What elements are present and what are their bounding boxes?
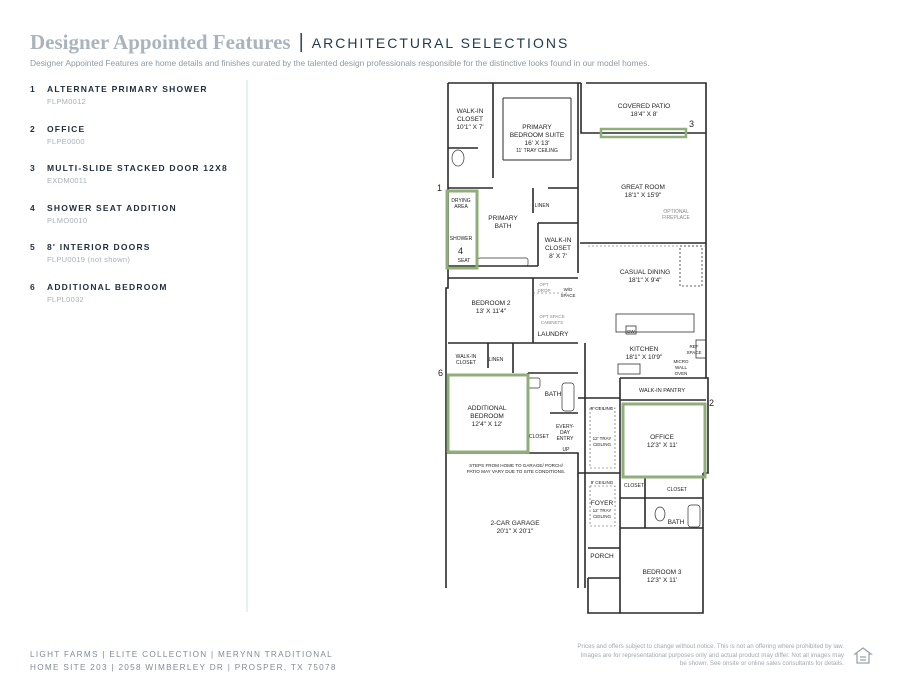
room-label: 12'3" X 11' xyxy=(646,442,678,449)
feature-markers xyxy=(437,119,714,408)
feature-title: SHOWER SEAT ADDITION xyxy=(47,202,177,213)
room-label: PRIMARY xyxy=(522,124,552,131)
feature-number: 3 xyxy=(30,163,36,173)
room-label: DRYING xyxy=(451,198,471,204)
room-label: SPACE xyxy=(560,293,576,298)
room-label: OVEN xyxy=(674,371,688,376)
room-label: DW xyxy=(627,329,635,334)
room-label: CLOSET xyxy=(456,116,484,123)
room-label: UP xyxy=(562,447,570,453)
marker-3: 3 xyxy=(689,119,695,129)
room-label: CLOSET xyxy=(528,434,550,440)
room-label: KITCHEN xyxy=(629,346,659,353)
room-label: 12' TRAY xyxy=(592,508,612,513)
room-label: 12'3" X 11' xyxy=(646,577,678,584)
room-label: ENTRY xyxy=(556,436,574,442)
room-label: WALK-IN PANTRY xyxy=(638,388,686,394)
room-label: REF xyxy=(689,344,699,349)
feature-number: 4 xyxy=(30,202,36,213)
floor-plan-walls xyxy=(446,83,708,613)
room-label: DAY xyxy=(560,430,570,436)
title-separator: | xyxy=(298,31,304,53)
room-label: WALK-IN xyxy=(544,237,572,244)
room-label: BEDROOM xyxy=(470,413,504,420)
room-label: PRIMARY xyxy=(488,215,518,222)
room-label: CLOSET xyxy=(544,245,572,252)
room-label: 2-CAR GARAGE xyxy=(490,520,540,527)
marker-1: 1 xyxy=(437,183,443,193)
feature-item xyxy=(30,242,230,282)
feature-code: FLPM0012 xyxy=(47,97,87,106)
floor-plan-drawing xyxy=(438,78,718,618)
feature-item xyxy=(30,282,230,322)
header xyxy=(30,30,880,68)
room-label: FOYER xyxy=(590,500,614,507)
room-label: 18'4" X 8' xyxy=(630,111,658,118)
room-label: CEILING xyxy=(592,514,612,519)
room-label: PORCH xyxy=(590,553,614,560)
feature-number: 1 xyxy=(30,84,36,94)
feature-title: MULTI-SLIDE STACKED DOOR 12X8 xyxy=(47,163,228,173)
room-label: BATH xyxy=(667,519,685,526)
feature-code: EXDM0011 xyxy=(47,176,88,185)
feature-item xyxy=(30,163,230,203)
room-label: OPT SPACE xyxy=(539,314,565,319)
feature-code: FLPE0000 xyxy=(47,136,85,146)
room-label: STEPS FROM HOME TO GARAGE/ PORCH/ xyxy=(469,463,563,468)
room-label: CABINETS xyxy=(540,320,564,325)
room-label: SEAT xyxy=(457,258,471,264)
marker-6: 6 xyxy=(438,368,444,378)
room-label: 18'1" X 10'9" xyxy=(625,354,663,361)
room-label: 8' X 7' xyxy=(549,253,567,260)
feature-title: 8' INTERIOR DOORS xyxy=(47,242,151,252)
feature-code: FLPU0019 (not shown) xyxy=(47,255,131,264)
equal-housing-icon xyxy=(854,647,872,665)
room-label: DROP xyxy=(537,288,551,293)
room-label: BEDROOM 3 xyxy=(642,569,682,576)
room-label: LAUNDRY xyxy=(537,331,569,338)
feature-list xyxy=(30,84,230,321)
room-label: PATIO MAY VARY DUE TO SITE CONDITIONS. xyxy=(466,469,566,474)
room-label: LINEN xyxy=(534,203,550,209)
feature-item xyxy=(30,124,230,164)
footer-disclaimer: Prices and offers subject to change without notice. This is not an offering where prohibited by law. Images are for representational purposes only and actual product may differ. Not all images may be shown. See onsite or online sales consultants for details. xyxy=(577,643,844,667)
room-label: ADDITIONAL xyxy=(467,405,507,412)
feature-number: 6 xyxy=(30,281,36,292)
room-label: 13' X 11'4" xyxy=(475,308,507,315)
room-label: WALL xyxy=(674,365,688,370)
room-label: EVERY- xyxy=(555,424,575,430)
room-label: CLOSET xyxy=(623,483,645,489)
footer-line-address: HOME SITE 203 | 2058 WIMBERLEY DR | PROSPER, TX 75078 xyxy=(30,663,337,672)
title-row xyxy=(30,30,880,55)
room-label: SHOWER xyxy=(449,236,473,242)
room-label: WALK-IN xyxy=(455,354,477,360)
room-label: 10'1" X 7' xyxy=(456,124,484,131)
room-label: MICRO xyxy=(673,359,689,364)
room-label: 9' CEILING xyxy=(590,406,614,411)
room-label: 12'4" X 12' xyxy=(471,421,503,428)
room-label: SPACE xyxy=(686,350,702,355)
room-label: BATH xyxy=(544,391,562,398)
room-label: FIREPLACE xyxy=(662,215,690,221)
room-label: 9' CEILING xyxy=(590,480,614,485)
room-label: LINEN xyxy=(488,357,504,363)
feature-number: 2 xyxy=(30,123,36,134)
feature-code: PLMO0010 xyxy=(47,215,88,225)
room-label: OFFICE xyxy=(650,434,674,441)
room-label: BEDROOM 2 xyxy=(471,300,511,307)
room-label: CASUAL DINING xyxy=(619,269,671,276)
room-label: 18'1" X 9'4" xyxy=(628,277,662,284)
vertical-divider xyxy=(246,80,248,612)
room-label: W/D xyxy=(563,287,573,292)
room-label: 11' TRAY CEILING xyxy=(516,148,558,154)
room-label: 16' X 13' xyxy=(524,140,550,147)
feature-title: ADDITIONAL BEDROOM xyxy=(47,281,168,292)
page-description: Designer Appointed Features are home details and finishes curated by the talented design professionals responsible for the distinctive looks found in our model homes. xyxy=(30,58,650,68)
room-label: 12' TRAY xyxy=(592,436,612,441)
feature-item xyxy=(30,84,230,124)
footer-address xyxy=(30,648,337,674)
room-label: CLOSET xyxy=(666,487,688,493)
feature-title: ALTERNATE PRIMARY SHOWER xyxy=(47,84,208,94)
page-title: Designer Appointed Features xyxy=(30,30,291,54)
room-label: BEDROOM SUITE xyxy=(509,132,565,139)
room-label: AREA xyxy=(454,204,468,210)
room-label: BATH xyxy=(494,223,512,230)
room-label: GREAT ROOM xyxy=(621,184,665,191)
feature-number: 5 xyxy=(30,242,36,252)
room-label: CLOSET xyxy=(455,360,477,366)
feature-item xyxy=(30,203,230,243)
room-label: OPT xyxy=(539,282,549,287)
room-label: COVERED PATIO xyxy=(617,103,671,110)
room-label: WALK-IN xyxy=(456,108,484,115)
room-label: 18'1" X 15'9" xyxy=(624,192,662,199)
page-subtitle: ARCHITECTURAL SELECTIONS xyxy=(311,34,570,51)
feature-title: OFFICE xyxy=(47,123,86,134)
room-label: OPTIONAL xyxy=(663,209,689,215)
room-label: 20'1" X 20'1" xyxy=(496,528,534,535)
marker-4: 4 xyxy=(458,246,464,256)
floor-plan xyxy=(438,78,718,618)
room-label: CEILING xyxy=(592,442,612,447)
marker-2: 2 xyxy=(709,398,715,408)
footer-line-community: LIGHT FARMS | ELITE COLLECTION | MERYNN TRADITIONAL xyxy=(30,650,334,659)
feature-code: FLPL0032 xyxy=(47,294,85,304)
